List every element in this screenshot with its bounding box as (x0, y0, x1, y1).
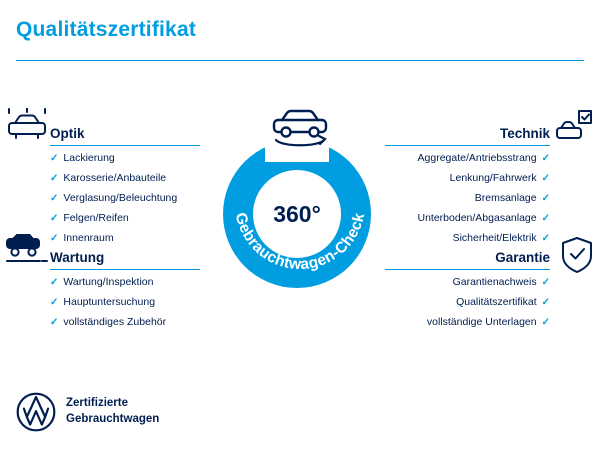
car-360-icon (264, 106, 336, 156)
checklist-wartung (50, 277, 200, 328)
list-item-label: vollständige Unterlagen (426, 316, 537, 328)
check-icon: ✓ (541, 153, 550, 164)
list-item (50, 193, 200, 204)
block-technik (385, 126, 550, 253)
list-item (385, 277, 550, 288)
center-badge (207, 100, 393, 286)
checklist-optik (50, 153, 200, 244)
check-icon: ✓ (50, 173, 59, 184)
footer-line-2: Gebrauchtwagen (66, 413, 160, 425)
list-item (385, 173, 550, 184)
list-item-label: Wartung/Inspektion (63, 276, 154, 288)
list-item (385, 213, 550, 224)
list-item (50, 233, 200, 244)
car-front-icon (6, 108, 48, 144)
list-item-label: Bremsanlage (474, 192, 537, 204)
check-icon: ✓ (50, 193, 59, 204)
list-item (50, 277, 200, 288)
block-wartung (50, 250, 200, 337)
list-item-label: Garantienachweis (452, 276, 537, 288)
check-icon: ✓ (50, 153, 59, 164)
car-lift-icon (6, 234, 48, 266)
footer (16, 392, 159, 432)
list-item-label: Aggregate/Antriebsstrang (417, 152, 537, 164)
block-heading-wartung: Wartung (50, 250, 200, 270)
footer-text (66, 396, 159, 427)
list-item-label: Karosserie/Anbauteile (63, 172, 167, 184)
block-heading-garantie: Garantie (385, 250, 550, 270)
check-icon: ✓ (50, 213, 59, 224)
list-item (385, 233, 550, 244)
list-item (50, 297, 200, 308)
list-item-label: Innenraum (63, 232, 114, 244)
page-title: Qualitätszertifikat (16, 18, 197, 41)
list-item-label: vollständiges Zubehör (63, 316, 167, 328)
list-item-label: Hauptuntersuchung (63, 296, 156, 308)
list-item (50, 317, 200, 328)
list-item (50, 153, 200, 164)
block-heading-technik: Technik (385, 126, 550, 146)
list-item (50, 173, 200, 184)
check-icon: ✓ (50, 233, 59, 244)
list-item (385, 297, 550, 308)
footer-line-1: Zertifizierte (66, 397, 128, 410)
check-icon: ✓ (50, 317, 59, 328)
arc-label-text: Gebrauchtwagen-Check (231, 210, 369, 274)
list-item-label: Qualitätszertifikat (456, 296, 537, 308)
check-icon: ✓ (50, 297, 59, 308)
block-garantie (385, 250, 550, 337)
list-item-label: Unterboden/Abgasanlage (417, 212, 537, 224)
vw-logo (16, 392, 56, 432)
checklist-garantie (385, 277, 550, 328)
checklist-technik (385, 153, 550, 244)
shield-check-icon (560, 236, 594, 274)
list-item-label: Lenkung/Fahrwerk (449, 172, 537, 184)
check-icon: ✓ (541, 193, 550, 204)
badge-degree-label: 360° (273, 200, 321, 227)
check-icon: ✓ (50, 277, 59, 288)
list-item (385, 193, 550, 204)
list-item (385, 153, 550, 164)
list-item-label: Felgen/Reifen (63, 212, 129, 224)
title-divider (16, 60, 584, 61)
car-checklist-icon (556, 108, 594, 146)
check-icon: ✓ (541, 173, 550, 184)
block-heading-optik: Optik (50, 126, 200, 146)
list-item-label: Sicherheit/Elektrik (452, 232, 537, 244)
check-icon: ✓ (541, 277, 550, 288)
check-icon: ✓ (541, 233, 550, 244)
list-item-label: Verglasung/Beleuchtung (63, 192, 178, 204)
check-icon: ✓ (541, 297, 550, 308)
check-icon: ✓ (541, 317, 550, 328)
check-icon: ✓ (541, 213, 550, 224)
list-item (385, 317, 550, 328)
list-item (50, 213, 200, 224)
block-optik (50, 126, 200, 253)
list-item-label: Lackierung (63, 152, 115, 164)
